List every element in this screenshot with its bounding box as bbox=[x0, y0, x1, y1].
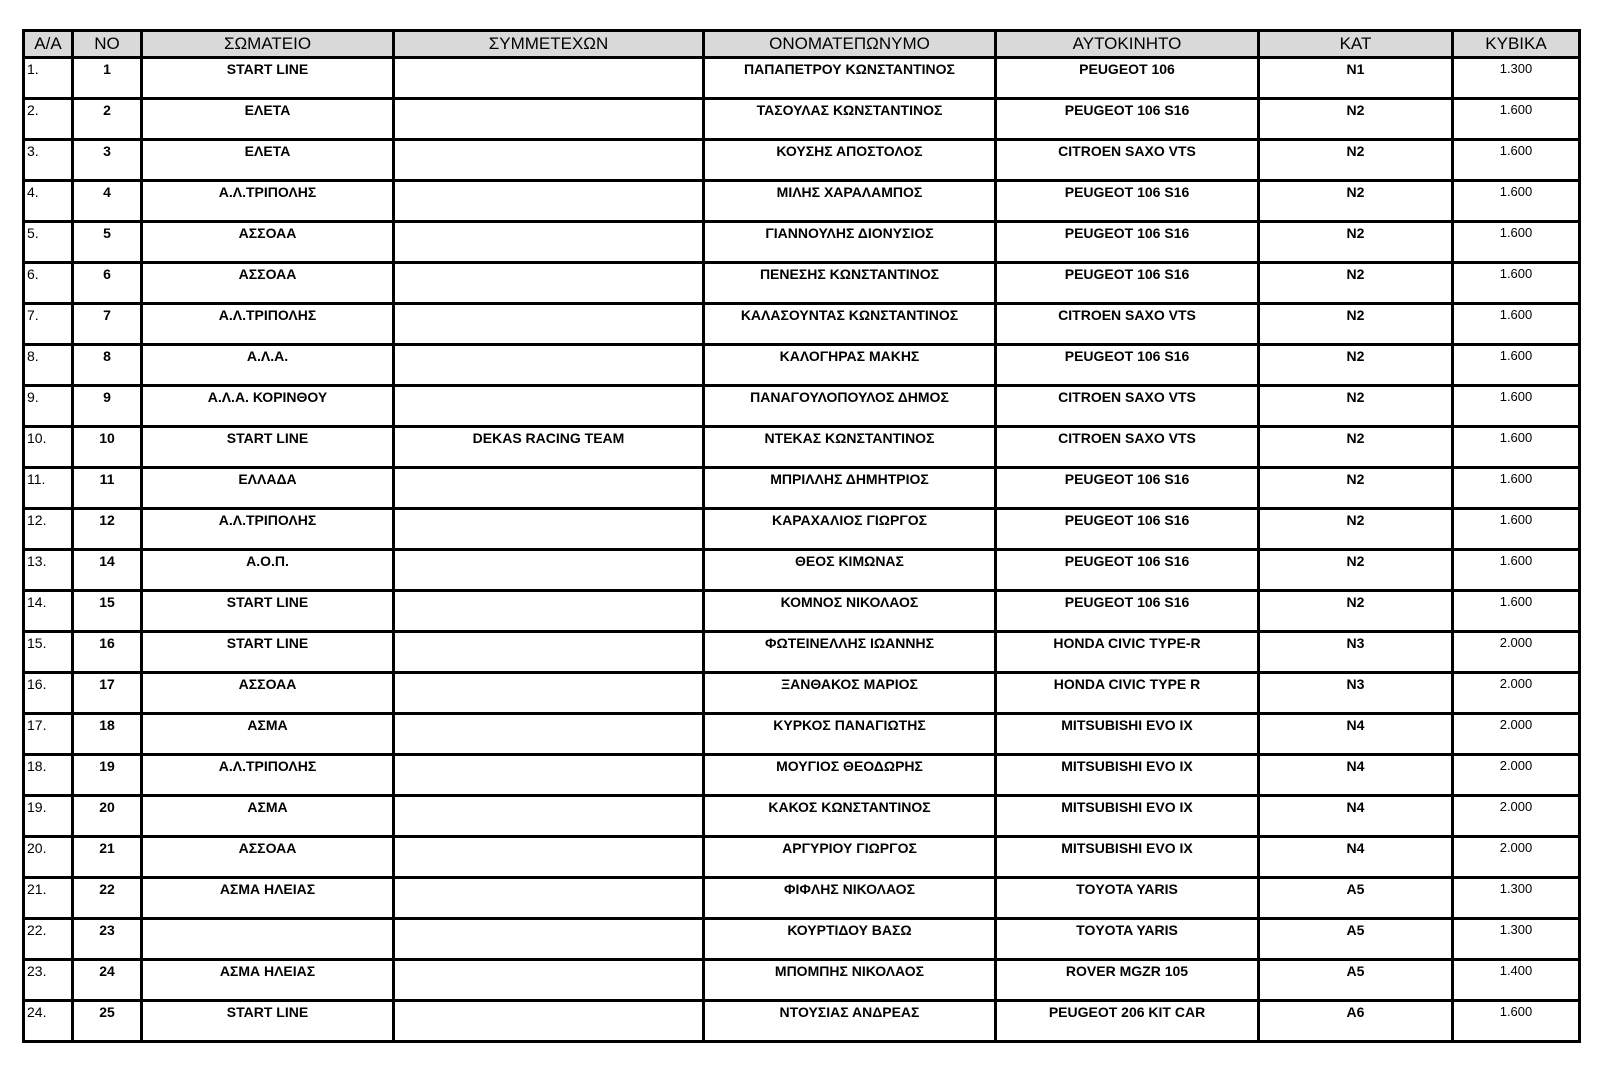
cell-club bbox=[142, 919, 394, 960]
cell-club: START LINE bbox=[142, 1001, 394, 1042]
cell-cc: 1.600 bbox=[1453, 468, 1580, 509]
cell-entrant bbox=[394, 181, 704, 222]
cell-no: 2 bbox=[73, 99, 142, 140]
cell-car: PEUGEOT 106 S16 bbox=[996, 263, 1259, 304]
cell-cat: N2 bbox=[1259, 222, 1453, 263]
cell-club: ΕΛΛΑΔΑ bbox=[142, 468, 394, 509]
cell-cc: 1.300 bbox=[1453, 919, 1580, 960]
cell-car: PEUGEOT 106 S16 bbox=[996, 509, 1259, 550]
cell-name: ΝΤΕΚΑΣ ΚΩΝΣΤΑΝΤΙΝΟΣ bbox=[704, 427, 996, 468]
cell-cc: 2.000 bbox=[1453, 673, 1580, 714]
cell-cat: N4 bbox=[1259, 837, 1453, 878]
cell-no: 25 bbox=[73, 1001, 142, 1042]
header-entrant: ΣΥΜΜΕΤΕΧΩΝ bbox=[394, 31, 704, 58]
cell-cc: 1.600 bbox=[1453, 427, 1580, 468]
cell-aa: 22. bbox=[24, 919, 73, 960]
cell-cat: N2 bbox=[1259, 386, 1453, 427]
cell-club: ΑΣΣΟΑΑ bbox=[142, 263, 394, 304]
cell-no: 4 bbox=[73, 181, 142, 222]
cell-cat: N4 bbox=[1259, 796, 1453, 837]
cell-name: ΦΙΦΛΗΣ ΝΙΚΟΛΑΟΣ bbox=[704, 878, 996, 919]
cell-cc: 1.600 bbox=[1453, 99, 1580, 140]
cell-entrant bbox=[394, 796, 704, 837]
cell-name: ΦΩΤΕΙΝΕΛΛΗΣ ΙΩΑΝΝΗΣ bbox=[704, 632, 996, 673]
cell-aa: 11. bbox=[24, 468, 73, 509]
cell-cc: 2.000 bbox=[1453, 632, 1580, 673]
table-row bbox=[24, 673, 1580, 714]
cell-entrant bbox=[394, 714, 704, 755]
cell-club: Α.Ο.Π. bbox=[142, 550, 394, 591]
table-row bbox=[24, 714, 1580, 755]
cell-car: CITROEN SAXO VTS bbox=[996, 304, 1259, 345]
cell-no: 24 bbox=[73, 960, 142, 1001]
cell-cc: 1.600 bbox=[1453, 345, 1580, 386]
cell-cc: 1.600 bbox=[1453, 509, 1580, 550]
cell-cc: 1.600 bbox=[1453, 263, 1580, 304]
table-row bbox=[24, 427, 1580, 468]
header-row bbox=[24, 31, 1580, 58]
cell-entrant bbox=[394, 632, 704, 673]
cell-name: ΚΑΚΟΣ ΚΩΝΣΤΑΝΤΙΝΟΣ bbox=[704, 796, 996, 837]
cell-aa: 14. bbox=[24, 591, 73, 632]
cell-aa: 13. bbox=[24, 550, 73, 591]
cell-car: PEUGEOT 106 S16 bbox=[996, 99, 1259, 140]
header-aa: Α/Α bbox=[24, 31, 73, 58]
cell-car: PEUGEOT 106 S16 bbox=[996, 181, 1259, 222]
cell-name: ΚΟΜΝΟΣ ΝΙΚΟΛΑΟΣ bbox=[704, 591, 996, 632]
table-row bbox=[24, 837, 1580, 878]
cell-entrant bbox=[394, 837, 704, 878]
cell-no: 23 bbox=[73, 919, 142, 960]
cell-no: 17 bbox=[73, 673, 142, 714]
cell-entrant bbox=[394, 468, 704, 509]
cell-car: MITSUBISHI EVO IX bbox=[996, 796, 1259, 837]
cell-aa: 4. bbox=[24, 181, 73, 222]
cell-cat: N2 bbox=[1259, 181, 1453, 222]
cell-aa: 8. bbox=[24, 345, 73, 386]
cell-aa: 15. bbox=[24, 632, 73, 673]
cell-entrant bbox=[394, 263, 704, 304]
cell-entrant bbox=[394, 304, 704, 345]
cell-club: ΑΣΣΟΑΑ bbox=[142, 837, 394, 878]
cell-no: 6 bbox=[73, 263, 142, 304]
cell-entrant bbox=[394, 345, 704, 386]
cell-cc: 1.300 bbox=[1453, 58, 1580, 99]
table-row bbox=[24, 1001, 1580, 1042]
cell-no: 20 bbox=[73, 796, 142, 837]
cell-club: Α.Λ.ΤΡΙΠΟΛΗΣ bbox=[142, 304, 394, 345]
cell-cat: A5 bbox=[1259, 919, 1453, 960]
cell-aa: 10. bbox=[24, 427, 73, 468]
cell-cat: A6 bbox=[1259, 1001, 1453, 1042]
cell-cat: N2 bbox=[1259, 345, 1453, 386]
cell-club: Α.Λ.ΤΡΙΠΟΛΗΣ bbox=[142, 755, 394, 796]
header-club: ΣΩΜΑΤΕΙΟ bbox=[142, 31, 394, 58]
cell-entrant: DEKAS RACING TEAM bbox=[394, 427, 704, 468]
cell-club: ΑΣΣΟΑΑ bbox=[142, 222, 394, 263]
cell-car: MITSUBISHI EVO IX bbox=[996, 755, 1259, 796]
cell-name: ΘΕΟΣ ΚΙΜΩΝΑΣ bbox=[704, 550, 996, 591]
header-no: ΝΟ bbox=[73, 31, 142, 58]
cell-car: PEUGEOT 106 S16 bbox=[996, 468, 1259, 509]
cell-name: ΝΤΟΥΣΙΑΣ ΑΝΔΡΕΑΣ bbox=[704, 1001, 996, 1042]
cell-no: 11 bbox=[73, 468, 142, 509]
cell-no: 18 bbox=[73, 714, 142, 755]
header-car: ΑΥΤΟΚΙΝΗΤΟ bbox=[996, 31, 1259, 58]
table-row bbox=[24, 99, 1580, 140]
cell-aa: 3. bbox=[24, 140, 73, 181]
cell-name: ΤΑΣΟΥΛΑΣ ΚΩΝΣΤΑΝΤΙΝΟΣ bbox=[704, 99, 996, 140]
cell-cc: 2.000 bbox=[1453, 796, 1580, 837]
cell-no: 22 bbox=[73, 878, 142, 919]
cell-cc: 2.000 bbox=[1453, 714, 1580, 755]
cell-name: ΚΟΥΡΤΙΔΟΥ ΒΑΣΩ bbox=[704, 919, 996, 960]
cell-name: ΚΑΡΑΧΑΛΙΟΣ ΓΙΩΡΓΟΣ bbox=[704, 509, 996, 550]
cell-aa: 19. bbox=[24, 796, 73, 837]
cell-name: ΜΠΟΜΠΗΣ ΝΙΚΟΛΑΟΣ bbox=[704, 960, 996, 1001]
cell-name: ΜΟΥΓΙΟΣ ΘΕΟΔΩΡΗΣ bbox=[704, 755, 996, 796]
cell-entrant bbox=[394, 591, 704, 632]
cell-cc: 1.600 bbox=[1453, 591, 1580, 632]
table-row bbox=[24, 919, 1580, 960]
cell-cat: N2 bbox=[1259, 550, 1453, 591]
cell-cat: N3 bbox=[1259, 632, 1453, 673]
cell-cat: N2 bbox=[1259, 263, 1453, 304]
cell-car: HONDA CIVIC TYPE-R bbox=[996, 632, 1259, 673]
cell-aa: 5. bbox=[24, 222, 73, 263]
cell-aa: 24. bbox=[24, 1001, 73, 1042]
cell-entrant bbox=[394, 960, 704, 1001]
table-row bbox=[24, 509, 1580, 550]
cell-cc: 2.000 bbox=[1453, 755, 1580, 796]
cell-club: ΑΣΣΟΑΑ bbox=[142, 673, 394, 714]
cell-car: TOYOTA YARIS bbox=[996, 919, 1259, 960]
cell-cat: N2 bbox=[1259, 591, 1453, 632]
cell-cc: 1.600 bbox=[1453, 181, 1580, 222]
cell-aa: 7. bbox=[24, 304, 73, 345]
cell-entrant bbox=[394, 140, 704, 181]
cell-entrant bbox=[394, 1001, 704, 1042]
cell-name: ΑΡΓΥΡΙΟΥ ΓΙΩΡΓΟΣ bbox=[704, 837, 996, 878]
cell-no: 8 bbox=[73, 345, 142, 386]
cell-cat: A5 bbox=[1259, 960, 1453, 1001]
cell-cc: 1.600 bbox=[1453, 140, 1580, 181]
cell-entrant bbox=[394, 878, 704, 919]
cell-car: CITROEN SAXO VTS bbox=[996, 140, 1259, 181]
cell-car: TOYOTA YARIS bbox=[996, 878, 1259, 919]
cell-cat: N3 bbox=[1259, 673, 1453, 714]
cell-club: Α.Λ.ΤΡΙΠΟΛΗΣ bbox=[142, 509, 394, 550]
cell-entrant bbox=[394, 386, 704, 427]
cell-no: 16 bbox=[73, 632, 142, 673]
table-row bbox=[24, 181, 1580, 222]
cell-entrant bbox=[394, 673, 704, 714]
cell-cat: N1 bbox=[1259, 58, 1453, 99]
cell-car: PEUGEOT 106 S16 bbox=[996, 345, 1259, 386]
table-row bbox=[24, 140, 1580, 181]
table-row bbox=[24, 222, 1580, 263]
cell-no: 14 bbox=[73, 550, 142, 591]
cell-no: 15 bbox=[73, 591, 142, 632]
cell-car: PEUGEOT 106 bbox=[996, 58, 1259, 99]
cell-cc: 2.000 bbox=[1453, 837, 1580, 878]
cell-aa: 9. bbox=[24, 386, 73, 427]
table-row bbox=[24, 755, 1580, 796]
cell-cc: 1.600 bbox=[1453, 386, 1580, 427]
cell-no: 12 bbox=[73, 509, 142, 550]
cell-name: ΠΑΝΑΓΟΥΛΟΠΟΥΛΟΣ ΔΗΜΟΣ bbox=[704, 386, 996, 427]
cell-club: ΑΣΜΑ ΗΛΕΙΑΣ bbox=[142, 878, 394, 919]
cell-cat: N2 bbox=[1259, 304, 1453, 345]
cell-club: ΑΣΜΑ bbox=[142, 714, 394, 755]
table-body bbox=[24, 58, 1580, 1042]
cell-car: MITSUBISHI EVO IX bbox=[996, 714, 1259, 755]
header-cc: ΚΥΒΙΚΑ bbox=[1453, 31, 1580, 58]
cell-name: ΚΟΥΣΗΣ ΑΠΟΣΤΟΛΟΣ bbox=[704, 140, 996, 181]
cell-name: ΚΑΛΟΓΗΡΑΣ ΜΑΚΗΣ bbox=[704, 345, 996, 386]
cell-club: ΕΛΕΤΑ bbox=[142, 99, 394, 140]
cell-aa: 18. bbox=[24, 755, 73, 796]
table-row bbox=[24, 58, 1580, 99]
cell-no: 9 bbox=[73, 386, 142, 427]
cell-aa: 6. bbox=[24, 263, 73, 304]
cell-aa: 16. bbox=[24, 673, 73, 714]
table-row bbox=[24, 632, 1580, 673]
cell-club: START LINE bbox=[142, 58, 394, 99]
table-row bbox=[24, 878, 1580, 919]
cell-club: Α.Λ.Α. bbox=[142, 345, 394, 386]
cell-club: START LINE bbox=[142, 632, 394, 673]
cell-club: START LINE bbox=[142, 591, 394, 632]
cell-car: MITSUBISHI EVO IX bbox=[996, 837, 1259, 878]
cell-aa: 20. bbox=[24, 837, 73, 878]
cell-club: ΑΣΜΑ bbox=[142, 796, 394, 837]
cell-entrant bbox=[394, 509, 704, 550]
cell-entrant bbox=[394, 919, 704, 960]
cell-car: PEUGEOT 106 S16 bbox=[996, 591, 1259, 632]
cell-cc: 1.600 bbox=[1453, 222, 1580, 263]
cell-cat: N4 bbox=[1259, 755, 1453, 796]
header-name: ΟΝΟΜΑΤΕΠΩΝΥΜΟ bbox=[704, 31, 996, 58]
cell-name: ΜΠΡΙΛΛΗΣ ΔΗΜΗΤΡΙΟΣ bbox=[704, 468, 996, 509]
cell-club: START LINE bbox=[142, 427, 394, 468]
cell-car: HONDA CIVIC TYPE R bbox=[996, 673, 1259, 714]
table-row bbox=[24, 468, 1580, 509]
cell-aa: 23. bbox=[24, 960, 73, 1001]
cell-car: PEUGEOT 106 S16 bbox=[996, 550, 1259, 591]
cell-club: ΑΣΜΑ ΗΛΕΙΑΣ bbox=[142, 960, 394, 1001]
cell-car: PEUGEOT 206 KIT CAR bbox=[996, 1001, 1259, 1042]
cell-no: 19 bbox=[73, 755, 142, 796]
cell-name: ΠΑΠΑΠΕΤΡΟΥ ΚΩΝΣΤΑΝΤΙΝΟΣ bbox=[704, 58, 996, 99]
cell-entrant bbox=[394, 550, 704, 591]
cell-name: ΜΙΛΗΣ ΧΑΡΑΛΑΜΠΟΣ bbox=[704, 181, 996, 222]
cell-aa: 1. bbox=[24, 58, 73, 99]
cell-entrant bbox=[394, 58, 704, 99]
cell-entrant bbox=[394, 222, 704, 263]
cell-car: CITROEN SAXO VTS bbox=[996, 386, 1259, 427]
cell-cat: N2 bbox=[1259, 468, 1453, 509]
cell-no: 10 bbox=[73, 427, 142, 468]
cell-entrant bbox=[394, 99, 704, 140]
cell-cat: A5 bbox=[1259, 878, 1453, 919]
table-row bbox=[24, 386, 1580, 427]
cell-name: ΠΕΝΕΣΗΣ ΚΩΝΣΤΑΝΤΙΝΟΣ bbox=[704, 263, 996, 304]
cell-name: ΚΥΡΚΟΣ ΠΑΝΑΓΙΩΤΗΣ bbox=[704, 714, 996, 755]
table-row bbox=[24, 796, 1580, 837]
cell-aa: 17. bbox=[24, 714, 73, 755]
cell-cc: 1.400 bbox=[1453, 960, 1580, 1001]
cell-aa: 12. bbox=[24, 509, 73, 550]
cell-name: ΓΙΑΝΝΟΥΛΗΣ ΔΙΟΝΥΣΙΟΣ bbox=[704, 222, 996, 263]
cell-cat: N4 bbox=[1259, 714, 1453, 755]
cell-cc: 1.600 bbox=[1453, 550, 1580, 591]
table-row bbox=[24, 550, 1580, 591]
cell-name: ΞΑΝΘΑΚΟΣ ΜΑΡΙΟΣ bbox=[704, 673, 996, 714]
cell-no: 3 bbox=[73, 140, 142, 181]
header-cat: ΚΑΤ bbox=[1259, 31, 1453, 58]
table-row bbox=[24, 960, 1580, 1001]
cell-club: Α.Λ.ΤΡΙΠΟΛΗΣ bbox=[142, 181, 394, 222]
cell-no: 1 bbox=[73, 58, 142, 99]
cell-cat: N2 bbox=[1259, 140, 1453, 181]
cell-no: 5 bbox=[73, 222, 142, 263]
cell-cc: 1.600 bbox=[1453, 1001, 1580, 1042]
entry-list-table bbox=[22, 29, 1581, 1043]
cell-cat: N2 bbox=[1259, 99, 1453, 140]
cell-cc: 1.600 bbox=[1453, 304, 1580, 345]
cell-aa: 2. bbox=[24, 99, 73, 140]
cell-name: ΚΑΛΑΣΟΥΝΤΑΣ ΚΩΝΣΤΑΝΤΙΝΟΣ bbox=[704, 304, 996, 345]
table-row bbox=[24, 304, 1580, 345]
cell-car: PEUGEOT 106 S16 bbox=[996, 222, 1259, 263]
cell-entrant bbox=[394, 755, 704, 796]
table-row bbox=[24, 263, 1580, 304]
cell-cc: 1.300 bbox=[1453, 878, 1580, 919]
cell-cat: N2 bbox=[1259, 427, 1453, 468]
cell-no: 21 bbox=[73, 837, 142, 878]
table-row bbox=[24, 345, 1580, 386]
cell-club: Α.Λ.Α. ΚΟΡΙΝΘΟΥ bbox=[142, 386, 394, 427]
cell-car: CITROEN SAXO VTS bbox=[996, 427, 1259, 468]
table-row bbox=[24, 591, 1580, 632]
cell-cat: N2 bbox=[1259, 509, 1453, 550]
cell-aa: 21. bbox=[24, 878, 73, 919]
cell-club: ΕΛΕΤΑ bbox=[142, 140, 394, 181]
cell-car: ROVER MGZR 105 bbox=[996, 960, 1259, 1001]
cell-no: 7 bbox=[73, 304, 142, 345]
